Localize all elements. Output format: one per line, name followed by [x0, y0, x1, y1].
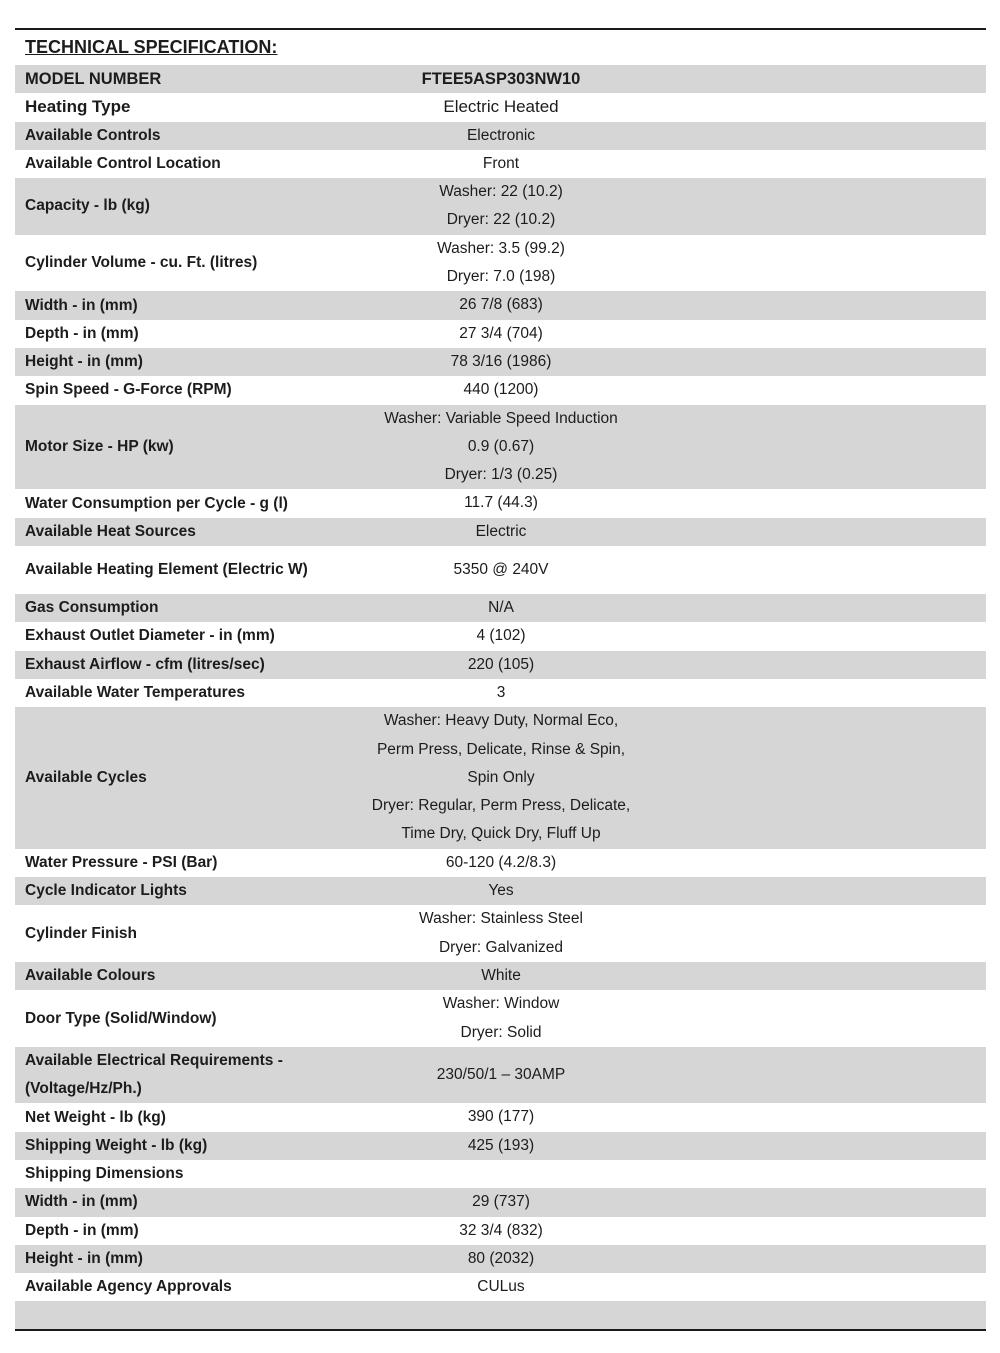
spec-label: Water Consumption per Cycle - g (l): [25, 494, 288, 512]
spec-row: [15, 518, 986, 546]
spec-value: [395, 150, 607, 178]
spec-value: [395, 122, 607, 150]
spec-value-line: Front: [482, 154, 520, 172]
spec-value-line: 440 (1200): [463, 381, 539, 399]
spec-empty-cell: [607, 518, 986, 546]
spec-empty-cell: [607, 1188, 986, 1216]
spec-value-line: Dryer: 1/3 (0.25): [444, 466, 558, 484]
spec-sheet: [15, 28, 986, 1331]
spec-row: [15, 348, 986, 376]
spec-value: [395, 962, 607, 990]
spec-empty-cell: [607, 1217, 986, 1245]
spec-row: [15, 962, 986, 990]
spec-value: [395, 93, 607, 121]
spec-row: [15, 1217, 986, 1245]
spec-value-line: Electric Heated: [443, 97, 559, 117]
spec-row: [15, 178, 986, 235]
spec-empty-cell: [607, 376, 986, 404]
spec-row: [15, 990, 986, 1047]
spec-value-line: Washer: Variable Speed Induction: [384, 409, 618, 427]
spec-value-line: Spin Only: [467, 768, 535, 786]
spec-label: Shipping Dimensions: [25, 1165, 184, 1183]
spec-empty-cell: [607, 877, 986, 905]
spec-value: [395, 1132, 607, 1160]
spec-value: [395, 990, 607, 1047]
spec-row: [15, 405, 986, 490]
spec-label: Width - in (mm): [25, 296, 138, 314]
spec-label: Width - in (mm): [25, 1193, 138, 1211]
sheet-title: [15, 30, 986, 65]
spec-label: Heating Type: [25, 97, 131, 117]
spec-label: Available Heating Element (Electric W): [25, 561, 308, 579]
spec-value: [395, 1188, 607, 1216]
spec-empty-cell: [607, 1160, 986, 1188]
spec-value: [395, 1160, 607, 1188]
spec-empty-cell: [607, 1245, 986, 1273]
spec-value: [384, 405, 618, 490]
spec-empty-cell: [607, 622, 986, 650]
spec-empty-cell: [607, 1273, 986, 1301]
spec-empty-cell: [607, 235, 986, 292]
spec-value-line: 390 (177): [467, 1108, 535, 1126]
spec-value-line: Washer: Heavy Duty, Normal Eco,: [383, 712, 619, 730]
spec-row: [15, 150, 986, 178]
spec-label: [15, 1047, 395, 1104]
spec-empty-cell: [607, 849, 986, 877]
spec-value: [395, 348, 607, 376]
spec-value: [395, 518, 607, 546]
spec-row: [15, 1188, 986, 1216]
spec-row: [15, 905, 986, 962]
spec-row: [15, 622, 986, 650]
spec-label: Exhaust Airflow - cfm (litres/sec): [25, 655, 265, 673]
spec-value: [395, 178, 607, 235]
spec-value: [395, 546, 607, 594]
spec-value-line: FTEE5ASP303NW10: [421, 70, 581, 88]
spec-row: [15, 877, 986, 905]
spec-value-line: Washer: Stainless Steel: [419, 910, 583, 928]
spec-value-line: CULus: [477, 1278, 525, 1296]
spec-row: [15, 1047, 986, 1104]
spec-row: [15, 93, 986, 121]
spec-value: [395, 1245, 607, 1273]
spec-value-line: Dryer: Regular, Perm Press, Delicate,: [371, 797, 631, 815]
sheet-title-text: TECHNICAL SPECIFICATION:: [25, 37, 278, 57]
spec-label: Cylinder Finish: [25, 924, 137, 942]
spec-value: [395, 849, 607, 877]
spec-empty-cell: [607, 65, 986, 93]
spec-label: Available Cycles: [25, 768, 147, 786]
spec-value-line: 425 (193): [467, 1136, 535, 1154]
spec-row: [15, 291, 986, 319]
spec-value: [395, 376, 607, 404]
spec-empty-cell: [607, 320, 986, 348]
spec-value-line: 78 3/16 (1986): [450, 352, 552, 370]
spec-label-line: (Voltage/Hz/Ph.): [25, 1080, 142, 1098]
bottom-rule: [15, 1329, 986, 1331]
spec-label: Available Agency Approvals: [25, 1278, 232, 1296]
spec-label: Available Water Temperatures: [25, 684, 245, 702]
spec-row: [15, 376, 986, 404]
spec-value-line: 26 7/8 (683): [459, 296, 543, 314]
spec-value-line: 80 (2032): [467, 1249, 535, 1267]
spec-row: [15, 320, 986, 348]
spec-value-line: N/A: [488, 599, 514, 617]
spec-row: [15, 679, 986, 707]
spec-value-line: Washer: 22 (10.2): [439, 183, 563, 201]
spec-value: [395, 65, 607, 93]
spec-empty-cell: [607, 905, 986, 962]
spec-value-line: Dryer: Solid: [460, 1023, 542, 1041]
spec-value: [395, 679, 607, 707]
spec-empty-cell: [607, 291, 986, 319]
spec-value-line: 11.7 (44.3): [464, 494, 538, 512]
spec-label: Cycle Indicator Lights: [25, 882, 187, 900]
spec-label: Spin Speed - G-Force (RPM): [25, 381, 232, 399]
spec-value: [395, 594, 607, 622]
spec-value-line: 230/50/1 – 30AMP: [436, 1065, 566, 1083]
spec-value: [395, 235, 607, 292]
spec-value: [371, 707, 631, 848]
spec-label: Available Colours: [25, 967, 156, 985]
spec-label: Motor Size - HP (kw): [25, 438, 174, 455]
spec-label: Shipping Weight - lb (kg): [25, 1136, 208, 1154]
spec-value-line: 0.9 (0.67): [467, 437, 535, 455]
spec-value-line: Electric: [475, 522, 527, 540]
spec-row: [15, 235, 986, 292]
spec-label: Height - in (mm): [25, 353, 143, 371]
spec-empty-cell: [607, 594, 986, 622]
spec-empty-cell: [607, 348, 986, 376]
spec-value: [395, 1047, 607, 1104]
spec-row: [15, 594, 986, 622]
spec-label: Available Control Location: [25, 155, 221, 173]
spec-empty-cell: [607, 405, 986, 490]
spec-row: [15, 651, 986, 679]
spec-empty-cell: [607, 1132, 986, 1160]
spec-value-line: Dryer: 22 (10.2): [446, 211, 556, 229]
spec-row: [15, 1160, 986, 1188]
spec-value-line: 3: [496, 683, 506, 701]
spec-value-line: White: [481, 966, 521, 984]
spec-label: MODEL NUMBER: [25, 69, 162, 88]
spec-label: Exhaust Outlet Diameter - in (mm): [25, 627, 275, 645]
spec-label: Water Pressure - PSI (Bar): [25, 853, 218, 871]
spec-value-line: Yes: [488, 882, 514, 900]
spec-value-line: Dryer: 7.0 (198): [446, 268, 556, 286]
spec-value-line: 27 3/4 (704): [459, 324, 543, 342]
spec-empty-cell: [607, 651, 986, 679]
spec-value: [395, 489, 607, 517]
spec-value-line: Time Dry, Quick Dry, Fluff Up: [401, 825, 601, 843]
spec-label: Net Weight - lb (kg): [25, 1108, 166, 1126]
spec-label: Cylinder Volume - cu. Ft. (litres): [25, 254, 258, 272]
spec-empty-cell: [607, 122, 986, 150]
spec-empty-cell: [607, 1047, 986, 1104]
spec-value-line: 60-120 (4.2/8.3): [445, 853, 557, 871]
spec-empty-cell: [607, 1103, 986, 1131]
spec-label: Depth - in (mm): [25, 324, 139, 342]
spec-empty-cell: [607, 990, 986, 1047]
spec-row: [15, 1273, 986, 1301]
spec-value-line: Washer: Window: [442, 995, 560, 1013]
spec-value: [395, 1273, 607, 1301]
spec-value: [395, 877, 607, 905]
spec-row: [15, 546, 986, 594]
spec-value: [395, 651, 607, 679]
spec-row: [15, 1103, 986, 1131]
spec-label: Capacity - lb (kg): [25, 197, 150, 215]
spec-value-line: 220 (105): [467, 655, 535, 673]
table-footer-band: [15, 1301, 986, 1329]
spec-label: Available Heat Sources: [25, 522, 196, 540]
spec-value-line: 5350 @ 240V: [453, 560, 549, 578]
spec-value-line: Electronic: [466, 126, 536, 144]
spec-label: Height - in (mm): [25, 1250, 143, 1268]
spec-value-line: Dryer: Galvanized: [438, 938, 564, 956]
spec-empty-cell: [607, 546, 986, 594]
spec-row: [15, 849, 986, 877]
spec-row: [15, 65, 986, 93]
spec-empty-cell: [607, 707, 986, 848]
spec-value-line: 4 (102): [476, 627, 526, 645]
spec-label: Gas Consumption: [25, 599, 159, 617]
spec-row: [15, 122, 986, 150]
spec-empty-cell: [607, 150, 986, 178]
spec-row: [15, 489, 986, 517]
spec-label-line: Available Electrical Requirements -: [25, 1051, 283, 1069]
spec-label: Available Controls: [25, 126, 161, 144]
spec-row: [15, 707, 986, 848]
spec-value: [395, 905, 607, 962]
spec-empty-cell: [607, 962, 986, 990]
spec-empty-cell: [607, 679, 986, 707]
spec-value-line: 32 3/4 (832): [459, 1221, 543, 1239]
spec-value: [395, 1217, 607, 1245]
spec-row: [15, 1245, 986, 1273]
spec-value-line: Perm Press, Delicate, Rinse & Spin,: [376, 740, 626, 758]
spec-label: Depth - in (mm): [25, 1221, 139, 1239]
spec-value-line: 29 (737): [472, 1193, 530, 1211]
spec-table: [15, 65, 986, 1301]
spec-empty-cell: [607, 178, 986, 235]
spec-value: [395, 1103, 607, 1131]
spec-label: Door Type (Solid/Window): [25, 1009, 217, 1027]
spec-value-line: Washer: 3.5 (99.2): [437, 239, 565, 257]
spec-value: [395, 291, 607, 319]
spec-value: [395, 320, 607, 348]
spec-empty-cell: [607, 93, 986, 121]
spec-empty-cell: [607, 489, 986, 517]
spec-row: [15, 1132, 986, 1160]
spec-value: [395, 622, 607, 650]
